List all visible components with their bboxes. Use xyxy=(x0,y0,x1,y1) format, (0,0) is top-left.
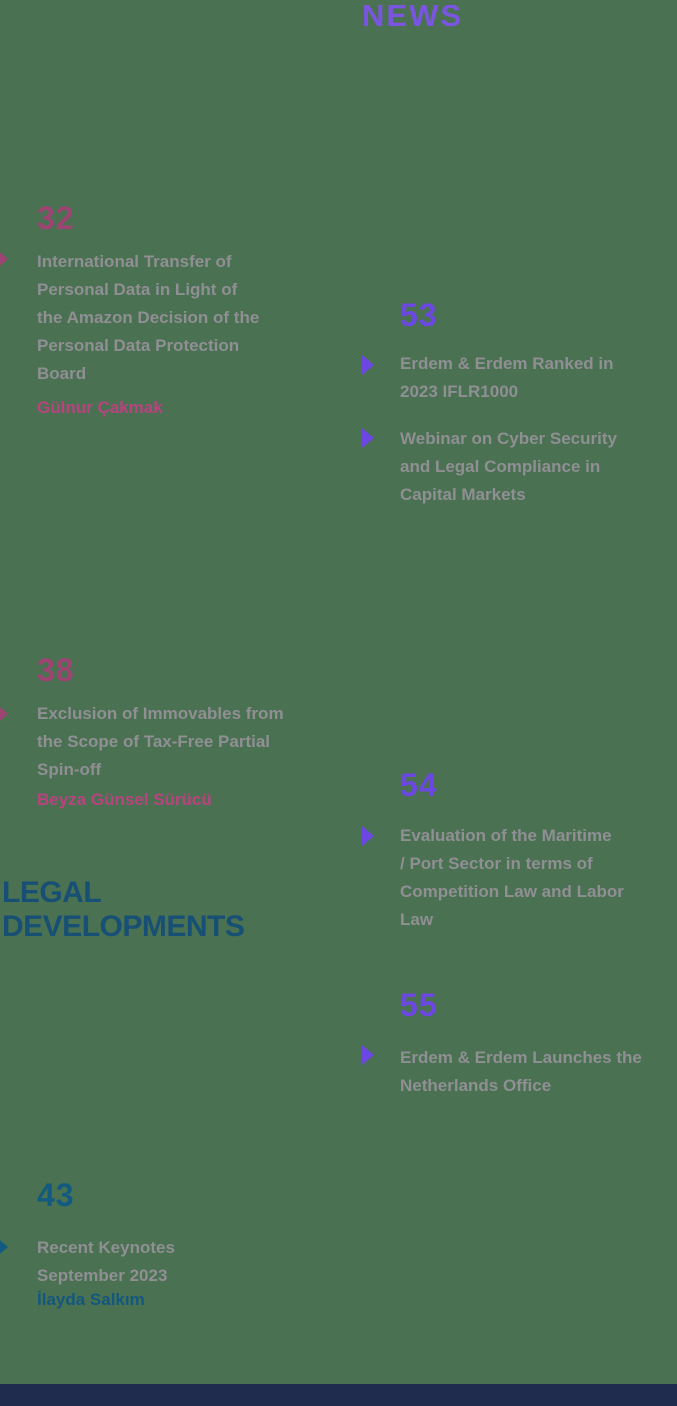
article-title-55[interactable] xyxy=(400,1044,642,1100)
article-title-43[interactable] xyxy=(37,1234,175,1290)
entry-number-55[interactable]: 55 xyxy=(400,987,438,1023)
bullet-arrow-icon xyxy=(362,428,374,448)
article-title-line[interactable]: Evaluation of the Maritime xyxy=(400,826,612,845)
article-title-line[interactable]: / Port Sector in terms of xyxy=(400,854,593,873)
bullet-arrow-icon xyxy=(362,826,374,846)
article-title-line[interactable]: Competition Law and Labor xyxy=(400,882,624,901)
article-title-line[interactable]: the Scope of Tax-Free Partial xyxy=(37,732,271,751)
bullet-arrow-icon xyxy=(0,248,8,270)
article-title-54[interactable] xyxy=(400,822,624,934)
article-title-32[interactable] xyxy=(37,248,259,388)
article-title-line[interactable]: Spin-off xyxy=(37,760,102,779)
author-name: Gülnur Çakmak xyxy=(37,398,163,417)
article-title-line[interactable]: Recent Keynotes xyxy=(37,1238,175,1257)
bullet-arrow-icon xyxy=(362,355,374,375)
article-title-line[interactable]: Erdem & Erdem Launches the xyxy=(400,1048,642,1067)
bullet-arrow-icon xyxy=(0,703,8,725)
article-title-line[interactable]: 2023 IFLR1000 xyxy=(400,382,519,401)
article-title-line[interactable]: Webinar on Cyber Security xyxy=(400,429,617,448)
article-title-53-2[interactable] xyxy=(400,425,617,509)
article-title-line[interactable]: Personal Data in Light of xyxy=(37,280,238,299)
legal-developments-section-heading: LEGAL DEVELOPMENTS xyxy=(2,876,245,943)
article-title-line[interactable]: Erdem & Erdem Ranked in xyxy=(400,354,614,373)
article-title-line[interactable]: Law xyxy=(400,910,434,929)
bullet-arrow-icon xyxy=(0,1236,8,1258)
article-title-line[interactable]: September 2023 xyxy=(37,1266,168,1285)
article-title-53-1[interactable] xyxy=(400,350,614,406)
author-name: İlayda Salkım xyxy=(37,1290,145,1309)
article-title-line[interactable]: Board xyxy=(37,364,87,383)
article-title-line[interactable]: Exclusion of Immovables from xyxy=(37,704,284,723)
bullet-arrow-icon xyxy=(362,1045,374,1065)
entry-number-54[interactable]: 54 xyxy=(400,767,438,803)
entry-number-43[interactable]: 43 xyxy=(37,1177,75,1213)
article-title-38[interactable] xyxy=(37,700,284,784)
article-title-line[interactable]: International Transfer of xyxy=(37,252,232,271)
article-title-line[interactable]: and Legal Compliance in xyxy=(400,457,601,476)
article-title-line[interactable]: Netherlands Office xyxy=(400,1076,552,1095)
entry-number-38[interactable]: 38 xyxy=(37,652,75,688)
news-section-heading: NEWS xyxy=(362,0,463,33)
footer-bar xyxy=(0,1384,677,1406)
author-name: Beyza Günsel Sürücü xyxy=(37,790,212,809)
entry-number-53[interactable]: 53 xyxy=(400,297,438,333)
entry-number-32[interactable]: 32 xyxy=(37,200,75,236)
article-title-line[interactable]: Capital Markets xyxy=(400,485,526,504)
article-title-line[interactable]: Personal Data Protection xyxy=(37,336,240,355)
article-title-line[interactable]: the Amazon Decision of the xyxy=(37,308,260,327)
